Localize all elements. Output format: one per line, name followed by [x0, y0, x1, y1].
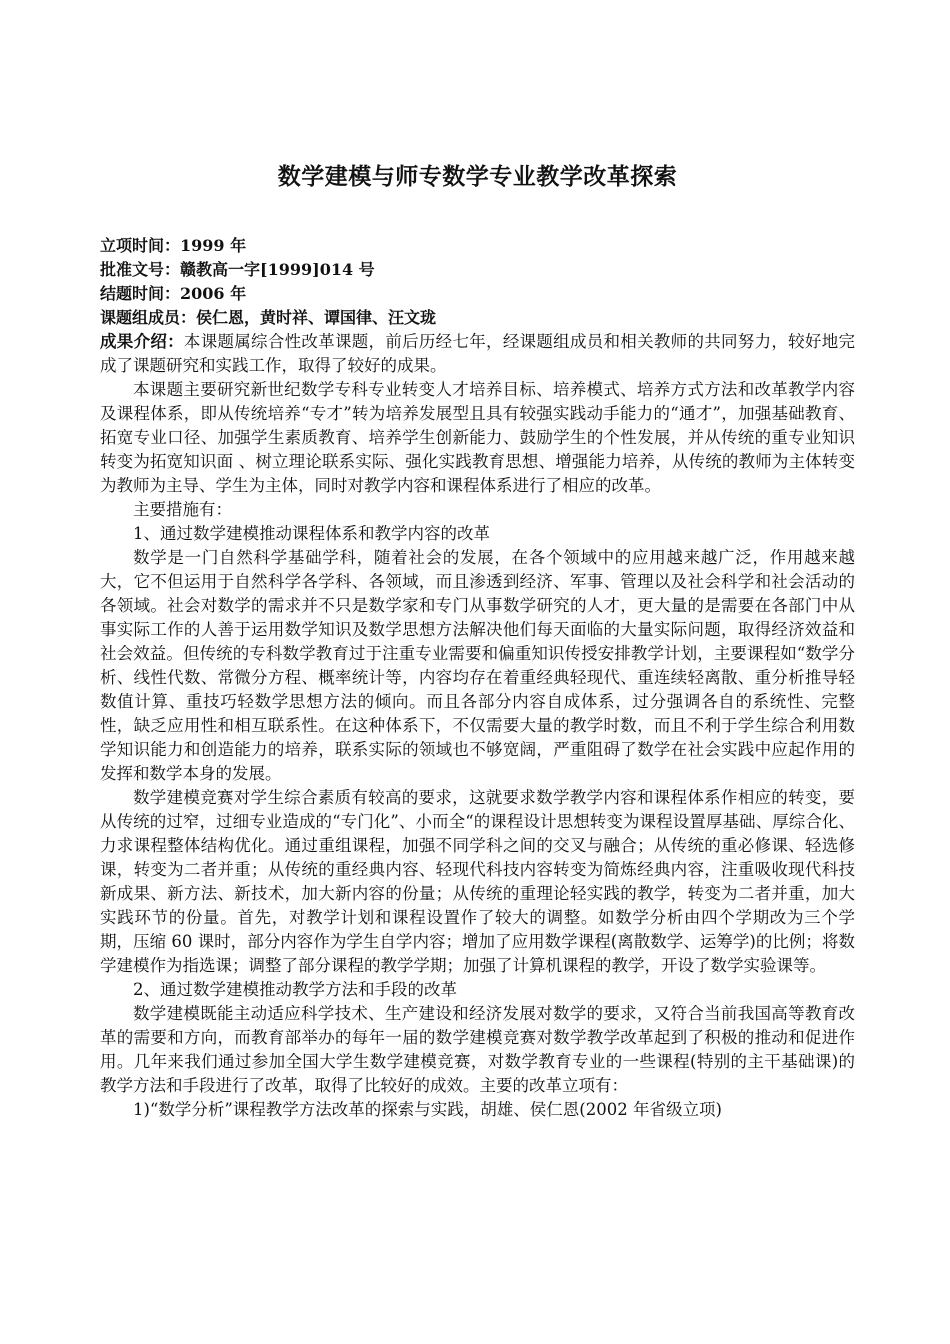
- meta-approval-number: [100, 258, 855, 282]
- meta-members: [100, 306, 855, 330]
- summary-text: 本课题属综合性改革课题，前后历经七年，经课题组成员和相关教师的共同努力，较好地完成了课题研究和实践工作，取得了较好的成果。: [100, 332, 856, 375]
- summary-label: 成果介绍：: [100, 332, 184, 351]
- meta-label: 课题组成员：: [100, 308, 197, 327]
- meta-label: 结题时间：: [100, 284, 181, 303]
- meta-completion-time: [100, 282, 855, 306]
- paragraph-teaching-methods: 数学建模既能主动适应科学技术、生产建设和经济发展对数学的要求，又符合当前我国高等教育改革的需要和方向，而教育部举办的每年一届的数学建模竞赛对数学教学改革起到了积极的推动和促进作用。几年来我们通过参加全国大学生数学建模竞赛，对数学教育专业的一些课程(特别的主干基础课)的教学方法和手段进行了改革，取得了比较好的成效。主要的改革立项有：: [100, 1004, 855, 1095]
- meta-value: 赣教高一字[1999]014 号: [180, 260, 375, 279]
- meta-value: 2006 年: [180, 284, 247, 303]
- summary-paragraph: [100, 330, 855, 378]
- paragraph-curriculum-reform: 数学建模竞赛对学生综合素质有较高的要求，这就要求数学教学内容和课程体系作相应的转变，要从传统的过窄，过细专业造成的“专门化”、小而全“的课程设计思想转变为课程设置厚基础、厚综合化、力求课程整体结构优化。通过重组课程，加强不同学科之间的交叉与融合；从传统的重必修课、轻选修课，转变为二者并重；从传统的重经典内容、轻现代科技内容转变为简炼经典内容，注重吸收现代科技新成果、新方法、新技术，加大新内容的份量；从传统的重理论轻实践的教学，转变为二者并重，加大实践环节的份量。首先，对教学计划和课程设置作了较大的调整。如数学分析由四个学期改为三个学期，压缩 60 课时，部分内容作为学生自学内容；增加了应用数学课程(离散数学、运筹学)的比例；将数学建模作为指选课；调整了部分课程的教学学期；加强了计算机课程的教学，开设了数学实验课等。: [100, 788, 855, 975]
- document-title: 数学建模与师专数学专业教学改革探索: [277, 164, 678, 190]
- meta-value: 侯仁恩，黄时祥、谭国律、汪文珑: [196, 308, 437, 327]
- meta-label: 立项时间：: [100, 236, 181, 255]
- list-item-reform-project-1: 1)“数学分析”课程教学方法改革的探索与实践，胡雄、侯仁恩(2002 年省级立项): [133, 1100, 722, 1119]
- meta-value: 1999 年: [180, 236, 247, 255]
- paragraph-math-background: 数学是一门自然科学基础学科，随着社会的发展，在各个领域中的应用越来越广泛，作用越来越大，它不但运用于自然科学各学科、各领域，而且渗透到经济、军事、管理以及社会科学和社会活动的各领域。社会对数学的需求并不只是数学家和专门从事数学研究的人才，更大量的是需要在各部门中从事实际工作的人善于运用数学知识及数学思想方法解决他们每天面临的大量实际问题，取得经济效益和社会效益。但传统的专科数学教育过于注重专业需要和偏重知识传授安排教学计划，主要课程如“数学分析、线性代数、常微分方程、概率统计等，内容均存在着重经典轻现代、重连续轻离散、重分析推导轻数值计算、重技巧轻数学思想方法的倾向。而且各部分内容自成体系，过分强调各自的系统性、完整性，缺乏应用性和相互联系性。在这种体系下，不仅需要大量的教学时数，而且不利于学生综合利用数学知识能力和创造能力的培养，联系实际的领域也不够宽阔，严重阻碍了数学在社会实践中应起作用的发挥和数学本身的发展。: [100, 548, 855, 783]
- meta-label: 批准文号：: [100, 260, 181, 279]
- paragraph-overview: 本课题主要研究新世纪数学专科专业转变人才培养目标、培养模式、培养方式方法和改革教学内容及课程体系，即从传统培养“专才”转为培养发展型且具有较强实践动手能力的“通才”，加强基础教育、拓宽专业口径、加强学生素质教育、培养学生创新能力、鼓励学生的个性发展，并从传统的重专业知识转变为拓宽知识面 、树立理论联系实际、强化实践教育思想、增强能力培养，从传统的教师为主体转变为教师为主导、学生为主体，同时对教学内容和课程体系进行了相应的改革。: [100, 380, 855, 495]
- heading-measure-2: 2、通过数学建模推动教学方法和手段的改革: [133, 980, 457, 999]
- meta-project-time: [100, 234, 855, 258]
- document-body: [100, 234, 855, 1122]
- heading-measure-1: 1、通过数学建模推动课程体系和教学内容的改革: [133, 524, 490, 543]
- paragraph-measures-intro: 主要措施有：: [133, 500, 232, 519]
